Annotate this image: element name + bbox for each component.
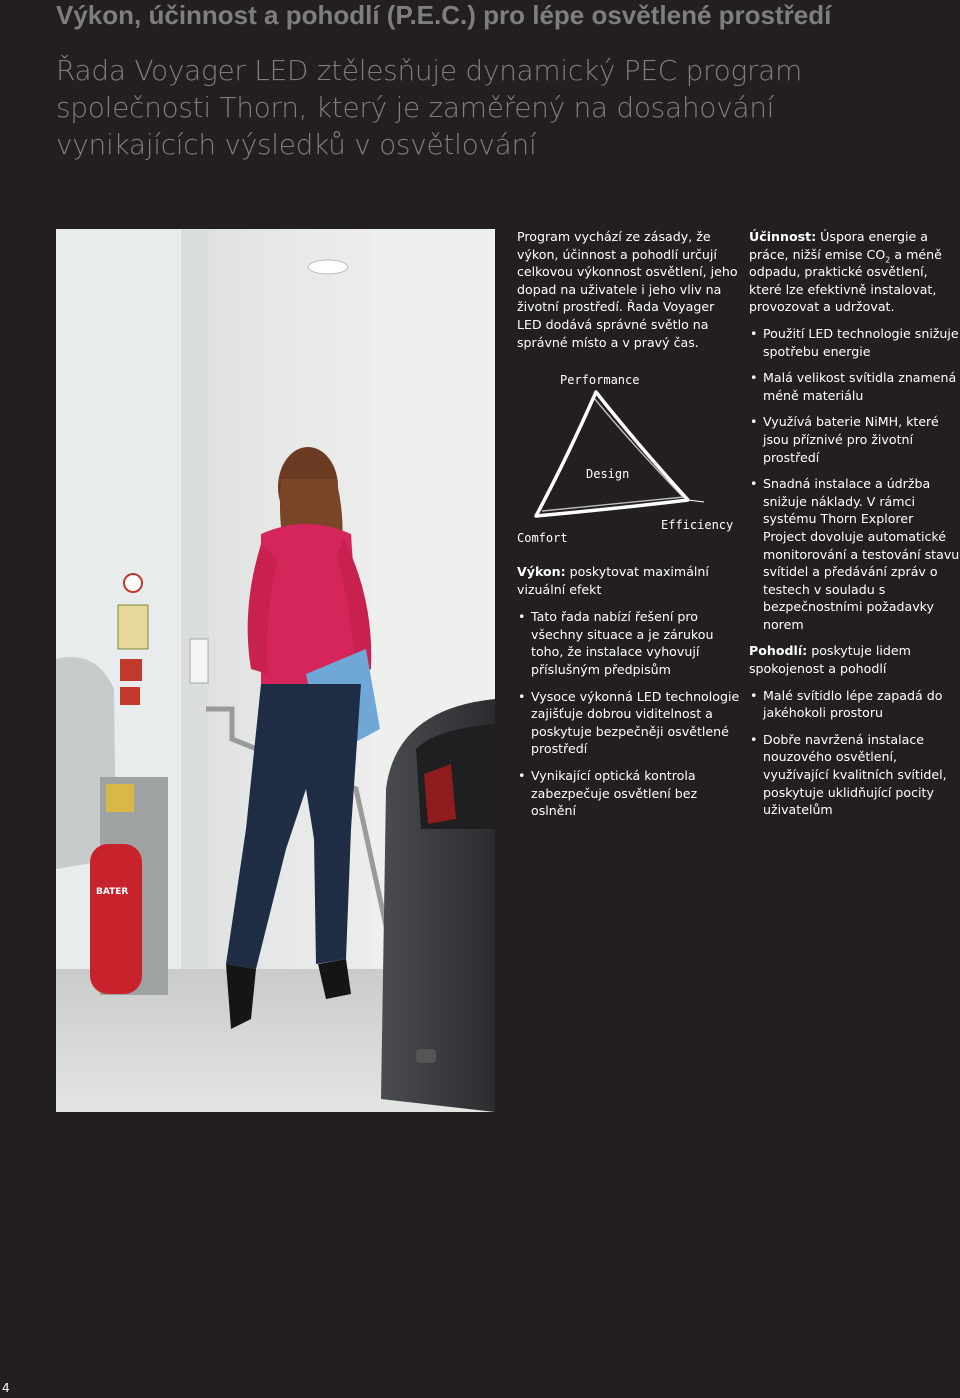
- list-item: • Dobře navržená instalace nouzového osvětlení, využívající kvalitních svítidel, poskytuje uklidňující pocity uživatelům: [749, 731, 960, 819]
- page-subheading: Řada Voyager LED ztělesňuje dynamický PEC program společnosti Thorn, který je zaměřený na dosahování vynikajících výsledků v osvětlování: [56, 54, 803, 161]
- section-vykon: [517, 563, 742, 820]
- page-number: 4: [2, 1381, 10, 1395]
- label-design: Design: [586, 467, 630, 481]
- list-item: • Snadná instalace a údržba snižuje náklady. V rámci systému Thorn Explorer Project dovoluje automatické monitorování a testování stavu svítidel a předávání zpráv o testech v souladu s bezpečnostními požadavky norem: [749, 475, 960, 633]
- vykon-title: Výkon:: [517, 564, 566, 579]
- label-performance: Performance: [560, 373, 640, 387]
- list-item: • Použití LED technologie snižuje spotřebu energie: [749, 325, 960, 360]
- list-item: • Vysoce výkonná LED technologie zajišťuje dobrou viditelnost a poskytuje bezpečněji osvětlené prostředí: [517, 688, 742, 758]
- photo-woman-in-garage: [56, 229, 495, 1112]
- section-pohodli: [749, 642, 960, 677]
- page-heading: Výkon, účinnost a pohodlí (P.E.C.) pro lépe osvětlené prostředí: [56, 0, 832, 30]
- section-ucinnost: [749, 228, 960, 819]
- list-item: • Využívá baterie NiMH, které jsou příznivé pro životní prostředí: [749, 413, 960, 466]
- pec-diagram: [512, 368, 732, 548]
- extinguisher-label: BATER: [96, 887, 129, 897]
- vykon-text: poskytovat maximální vizuální efekt: [517, 564, 709, 597]
- vykon-list: [517, 608, 742, 820]
- list-item: • Malá velikost svítidla znamená méně materiálu: [749, 369, 960, 404]
- ucinnost-sub: 2: [885, 255, 891, 265]
- list-item: • Malé svítidlo lépe zapadá do jakéhokoli prostoru: [749, 687, 960, 722]
- list-item: • Vynikající optická kontrola zabezpečuje osvětlení bez oslnění: [517, 767, 742, 820]
- ucinnost-text-after: a méně odpadu, praktické osvětlení, které lze efektivně instalovat, provozovat a udržovat.: [749, 246, 942, 315]
- pohodli-list: [749, 687, 960, 819]
- intro-text: Program vychází ze zásady, že výkon, účinnost a pohodlí určují celkovou výkonnost osvětlení, jeho dopad na uživatele i jeho vliv na životní prostředí. Řada Voyager LED dodává správné světlo na správné místo a v pravý čas.: [517, 229, 738, 350]
- label-efficiency: Efficiency: [661, 518, 734, 532]
- ucinnost-text-before: Úspora energie a práce, nižší emise CO: [749, 229, 928, 262]
- pohodli-text: poskytuje lidem spokojenost a pohodlí: [749, 643, 911, 677]
- list-item: • Tato řada nabízí řešení pro všechny situace a je zárukou toho, že instalace vyhovují příslušným předpisům: [517, 608, 742, 678]
- label-comfort: Comfort: [517, 531, 568, 545]
- ucinnost-title: Účinnost:: [749, 229, 817, 244]
- pohodli-title: Pohodlí:: [749, 643, 808, 659]
- ucinnost-list: [749, 325, 960, 634]
